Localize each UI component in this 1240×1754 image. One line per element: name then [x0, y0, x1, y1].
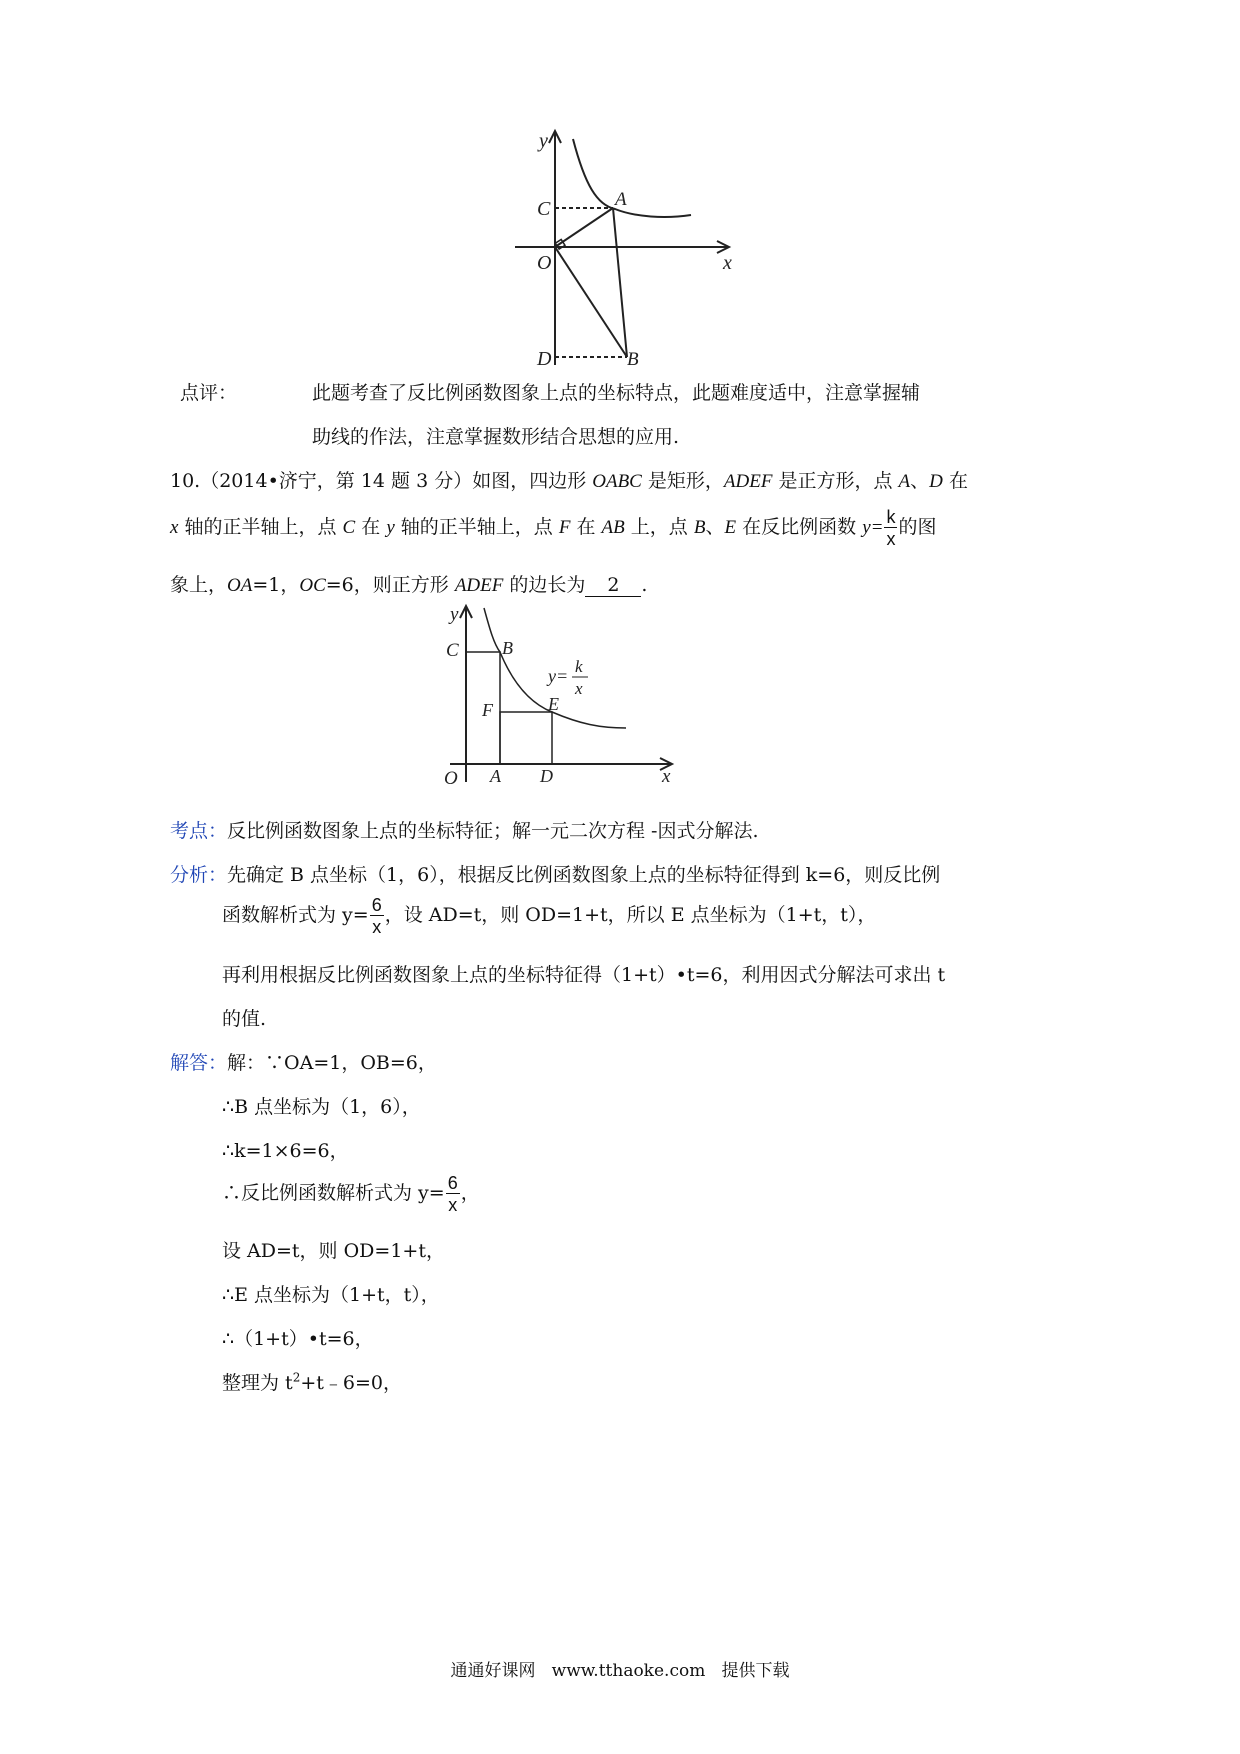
label-B: B — [502, 638, 513, 658]
fraction-6-over-x: $\frac{6}{x}$ — [371, 895, 382, 937]
kaodian-label: 考点： — [170, 820, 228, 842]
kaodian-row — [170, 816, 759, 843]
equation-den: x — [575, 679, 583, 698]
solution-row-3: ∴k=1×6=6， — [222, 1140, 349, 1162]
question-line-2: x 轴的正半轴上，点 C 在 y 轴的正半轴上，点 F 在 AB 上，点 B、E 在反比例函数 y= $\frac{k}{x}$ 的图 — [170, 507, 937, 549]
question-line-1: 10.（2014•济宁，第 14 题 3 分）如图，四边形 OABC 是矩形，ADEF 是正方形，点 A、D 在 — [170, 470, 968, 492]
label-C: C — [537, 198, 551, 220]
label-A: A — [490, 766, 501, 786]
segment-OB — [555, 247, 627, 357]
hyperbola-curve — [573, 139, 691, 217]
fenxi-row-1: 分析：先确定 B 点坐标（1，6），根据反比例函数图象上点的坐标特征得到 k=6，则反比例 — [170, 864, 941, 886]
label-B: B — [627, 349, 639, 370]
label-O: O — [537, 252, 552, 274]
figure-2-diagram — [430, 600, 690, 790]
label-y: y — [450, 604, 459, 625]
solution-row-1: 解答：解：∵OA=1，OB=6， — [170, 1052, 437, 1074]
comment-label: 点评： — [180, 382, 238, 404]
segment-AB — [613, 208, 627, 357]
comment-line-2: 助线的作法，注意掌握数形结合思想的应用. — [312, 426, 680, 448]
solution-label: 解答： — [170, 1052, 228, 1074]
label-C: C — [446, 640, 459, 661]
fenxi-label: 分析： — [170, 864, 228, 886]
solution-row-2: ∴B 点坐标为（1，6）， — [222, 1096, 421, 1118]
label-O: O — [444, 768, 458, 789]
solution-row-8: 整理为 $t^2+t﹣6=0$， — [222, 1370, 402, 1394]
equation-num: k — [575, 657, 583, 676]
label-x: x — [662, 766, 671, 787]
answer-blank: 2 — [585, 574, 641, 597]
label-D: D — [537, 348, 552, 370]
solution-row-7: ∴（1+t）•t=6， — [222, 1328, 374, 1350]
solution-row-4: ∴反比例函数解析式为 y= $\frac{6}{x}$ ， — [222, 1173, 480, 1215]
comment-line-1: 此题考查了反比例函数图象上点的坐标特点，此题难度适中，注意掌握辅 — [312, 382, 921, 404]
solution-row-5: 设 AD=t，则 OD=1+t， — [222, 1240, 445, 1262]
fenxi-row-3: 再利用根据反比例函数图象上点的坐标特征得（1+t）•t=6，利用因式分解法可求出 t — [222, 964, 946, 986]
label-y: y — [539, 130, 548, 152]
fraction-k-over-x: $\frac{k}{x}$ — [886, 507, 896, 549]
label-x: x — [723, 252, 732, 274]
question-line-3: 象上，OA=1，OC=6，则正方形 ADEF 的边长为 2 . — [170, 574, 648, 596]
fenxi-row-2: 函数解析式为 y= $\frac{6}{x}$ ，设 AD=t，则 OD=1+t，所以 E 点坐标为（1+t，t）， — [222, 895, 877, 937]
kaodian-text: 反比例函数图象上点的坐标特征；解一元二次方程 -因式分解法. — [227, 820, 759, 842]
label-D: D — [540, 766, 553, 786]
solution-row-6: ∴E 点坐标为（1+t，t）， — [222, 1284, 440, 1306]
equation-y: y= — [548, 666, 569, 686]
fraction-6-over-x-2: $\frac{6}{x}$ — [447, 1173, 458, 1215]
page-footer: 通通好课网 www.tthaoke.com 提供下载 — [450, 1661, 790, 1681]
segment-OA — [555, 208, 613, 247]
figure-1-diagram — [505, 125, 775, 375]
label-F: F — [482, 700, 493, 720]
label-A: A — [615, 189, 627, 210]
square-ADEF — [500, 712, 552, 764]
fenxi-row-4: 的值. — [222, 1008, 267, 1030]
label-E: E — [548, 694, 559, 714]
